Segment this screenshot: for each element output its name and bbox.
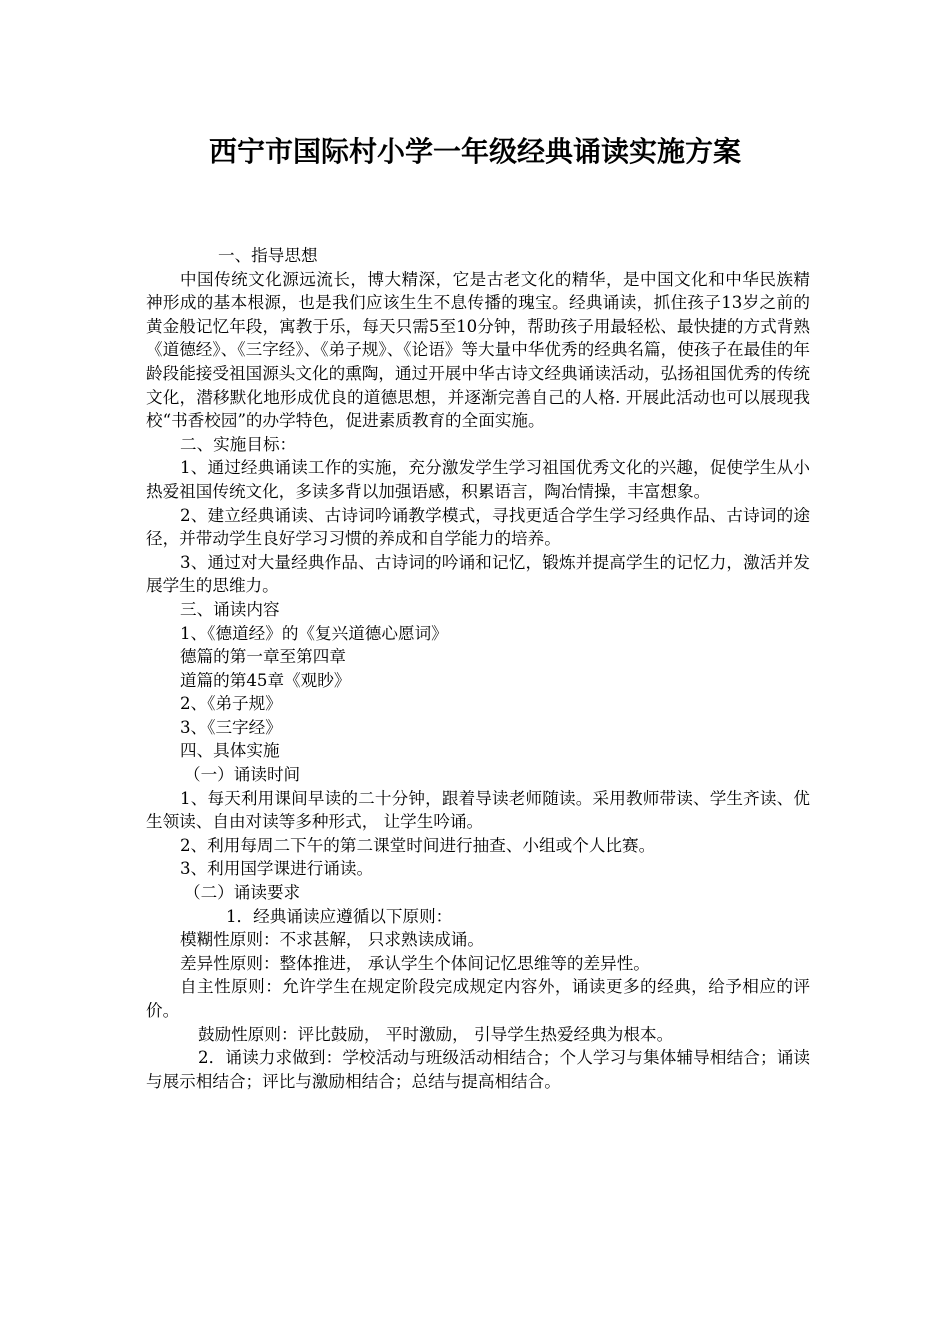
content-item-2: 2、《弟子规》	[180, 694, 282, 714]
subheading-reading-time: （一）诵读时间	[184, 765, 301, 785]
content-item-1a: 德篇的第一章至第四章	[180, 647, 346, 667]
principle-autonomy: 自主性原则：允许学生在规定阶段完成规定内容外，诵读更多的经典，给予相应的评价。	[146, 977, 810, 1020]
goal-item-1: 1、通过经典诵读工作的实施，充分激发学生学习祖国优秀文化的兴趣，促使学生从小热爱祖国传统文化，多读多背以加强语感，积累语言，陶冶情操，丰富想象。	[146, 458, 810, 501]
time-item-3: 3、利用国学课进行诵读。	[180, 859, 374, 879]
section-heading-goals: 二、实施目标：	[180, 434, 297, 454]
principle-encouragement: 鼓励性原则：评比鼓励， 平时激励， 引导学生热爱经典为根本。	[198, 1024, 674, 1044]
time-item-2: 2、利用每周二下午的第二课堂时间进行抽查、小组或个人比赛。	[180, 835, 656, 855]
paragraph-guiding-ideology: 中国传统文化源远流长，博大精深，它是古老文化的精华，是中国文化和中华民族精神形成的基本根源，也是我们应该生生不息传播的瑰宝。经典诵读，抓住孩子13岁之前的黄金般记忆年段，寓教于乐，每天只需5至10分钟，帮助孩子用最轻松、最快捷的方式背熟《道德经》、《三字经》、《弟子规》、《论语》等大量中华优秀的经典名篇，使孩子在最佳的年龄段能接受祖国源头文化的熏陶，通过开展中华古诗文经典诵读活动，弘扬祖国优秀的传统文化，潜移默化地形成优良的道德思想，并逐渐完善自己的人格. 开展此活动也可以展现我校“书香校园”的办学特色，促进素质教育的全面实施。	[146, 269, 810, 431]
content-item-1b: 道篇的第45章《观眇》	[180, 670, 351, 690]
time-item-1: 1、每天利用课间早读的二十分钟，跟着导读老师随读。采用教师带读、学生齐读、优生领读、自由对读等多种形式， 让学生吟诵。	[146, 788, 810, 832]
principle-vagueness: 模糊性原则：不求甚解， 只求熟读成诵。	[180, 930, 484, 950]
subheading-reading-requirements: （二）诵读要求	[184, 883, 301, 903]
content-item-1: 1、《德道经》的《复兴道德心愿词》	[180, 623, 448, 643]
goal-item-2: 2、建立经典诵读、古诗词吟诵教学模式，寻找更适合学生学习经典作品、古诗词的途径，并带动学生良好学习习惯的养成和自学能力的培养。	[146, 505, 810, 549]
section-heading-guiding-ideology: 一、指导思想	[218, 246, 318, 265]
content-item-3: 3、《三字经》	[180, 717, 282, 737]
document-body	[146, 244, 810, 1093]
section-heading-implementation: 四、具体实施	[180, 741, 280, 761]
goal-item-3: 3、通过对大量经典作品、古诗词的吟诵和记忆，锻炼并提高学生的记忆力，激活并发展学生的思维力。	[146, 552, 810, 596]
requirement-1: 1．经典诵读应遵循以下原则：	[226, 906, 453, 926]
principle-difference: 差异性原则：整体推进， 承认学生个体间记忆思维等的差异性。	[180, 953, 650, 973]
requirement-2: 2．诵读力求做到：学校活动与班级活动相结合；个人学习与集体辅导相结合；诵读与展示相结合；评比与激励相结合；总结与提高相结合。	[146, 1048, 810, 1091]
section-heading-content: 三、诵读内容	[180, 599, 280, 619]
document-title: 西宁市国际村小学一年级经典诵读实施方案	[208, 135, 741, 168]
